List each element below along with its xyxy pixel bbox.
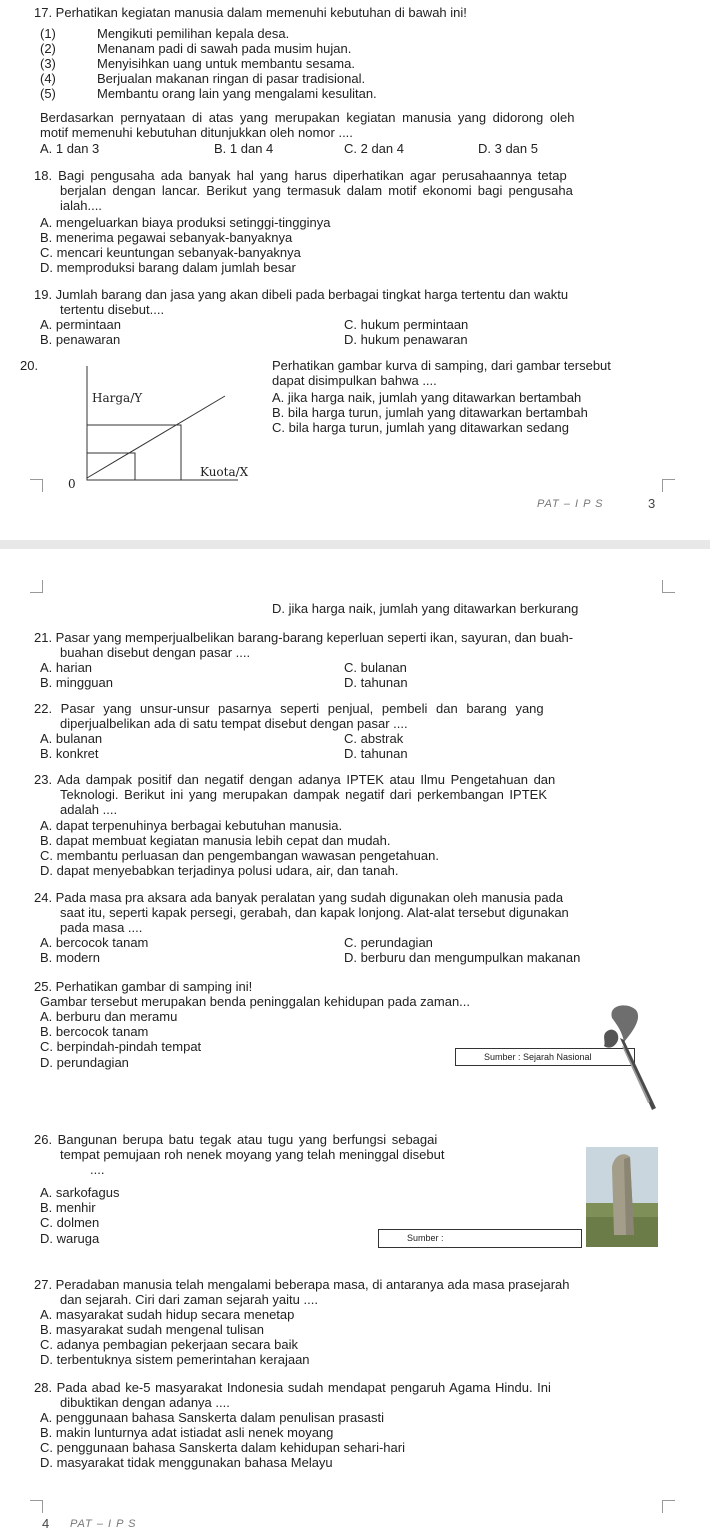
q20-option-a[interactable]: A. jika harga naik, jumlah yang ditawarkan bertambah bbox=[272, 390, 582, 405]
q27-option-a[interactable]: A. masyarakat sudah hidup secara menetap bbox=[40, 1307, 295, 1322]
q23-stem: adalah .... bbox=[60, 802, 118, 817]
supply-curve-graph bbox=[50, 352, 260, 492]
q24-option-d[interactable]: D. berburu dan mengumpulkan makanan bbox=[344, 950, 581, 965]
q20-option-d[interactable]: D. jika harga naik, jumlah yang ditawarkan berkurang bbox=[272, 601, 579, 616]
q27-stem: 27. Peradaban manusia telah mengalami beberapa masa, di antaranya ada masa prasejarah bbox=[34, 1277, 570, 1292]
q23-option-d[interactable]: D. dapat menyebabkan terjadinya polusi udara, air, dan tanah. bbox=[40, 863, 399, 878]
q17-item: Menyisihkan uang untuk membantu sesama. bbox=[97, 56, 355, 71]
footer-label: PAT – I P S bbox=[70, 1518, 137, 1530]
q25-stem: Gambar tersebut merupakan benda peninggalan kehidupan pada zaman... bbox=[40, 994, 471, 1009]
footer-label: PAT – I P S bbox=[537, 498, 604, 510]
q19-option-c[interactable]: C. hukum permintaan bbox=[344, 317, 469, 332]
q17-item-num: (3) bbox=[40, 56, 56, 71]
q17-item: Mengikuti pemilihan kepala desa. bbox=[97, 26, 290, 41]
page-corner-mark bbox=[30, 580, 43, 593]
q23-stem: 23. Ada dampak positif dan negatif dengan adanya IPTEK atau Ilmu Pengetahuan dan bbox=[34, 772, 556, 787]
q20-stem: dapat disimpulkan bahwa .... bbox=[272, 373, 437, 388]
q19-stem: 19. Jumlah barang dan jasa yang akan dibeli pada berbagai tingkat harga tertentu dan waktu bbox=[34, 287, 569, 302]
q24-stem: 24. Pada masa pra aksara ada banyak peralatan yang sudah digunakan oleh manusia pada bbox=[34, 890, 564, 905]
page-separator bbox=[0, 540, 710, 549]
q27-option-d[interactable]: D. terbentuknya sistem pemerintahan kerajaan bbox=[40, 1352, 310, 1367]
q18-option-b[interactable]: B. menerima pegawai sebanyak-banyaknya bbox=[40, 230, 293, 245]
q28-option-d[interactable]: D. masyarakat tidak menggunakan bahasa Melayu bbox=[40, 1455, 333, 1470]
q17-option-b[interactable]: B. 1 dan 4 bbox=[214, 141, 274, 156]
q17-item-num: (1) bbox=[40, 26, 56, 41]
q22-option-a[interactable]: A. bulanan bbox=[40, 731, 103, 746]
graph-y-label: Harga/Y bbox=[92, 391, 143, 405]
q28-option-a[interactable]: A. penggunaan bahasa Sanskerta dalam penulisan prasasti bbox=[40, 1410, 385, 1425]
q17-stem: 17. Perhatikan kegiatan manusia dalam memenuhi kebutuhan di bawah ini! bbox=[34, 5, 467, 20]
q18-option-a[interactable]: A. mengeluarkan biaya produksi setinggi-tingginya bbox=[40, 215, 331, 230]
page-number: 4 bbox=[42, 1516, 50, 1531]
q24-stem: saat itu, seperti kapak persegi, gerabah, dan kapak lonjong. Alat-alat tersebut digunakan bbox=[60, 905, 569, 920]
q21-option-b[interactable]: B. mingguan bbox=[40, 675, 113, 690]
q24-stem: pada masa .... bbox=[60, 920, 143, 935]
image-source-caption: Sumber : bbox=[378, 1229, 582, 1248]
q18-stem: ialah.... bbox=[60, 198, 102, 213]
q17-option-a[interactable]: A. 1 dan 3 bbox=[40, 141, 100, 156]
q22-option-d[interactable]: D. tahunan bbox=[344, 746, 408, 761]
q21-option-a[interactable]: A. harian bbox=[40, 660, 93, 675]
q19-option-a[interactable]: A. permintaan bbox=[40, 317, 121, 332]
q19-option-d[interactable]: D. hukum penawaran bbox=[344, 332, 468, 347]
q17-option-d[interactable]: D. 3 dan 5 bbox=[478, 141, 538, 156]
q22-stem: 22. Pasar yang unsur-unsur pasarnya seperti penjual, pembeli dan barang yang bbox=[34, 701, 544, 716]
q23-option-a[interactable]: A. dapat terpenuhinya berbagai kebutuhan manusia. bbox=[40, 818, 343, 833]
graph-origin: 0 bbox=[68, 477, 76, 491]
q25-option-a[interactable]: A. berburu dan meramu bbox=[40, 1009, 178, 1024]
page-corner-mark bbox=[30, 1500, 43, 1513]
q19-stem: tertentu disebut.... bbox=[60, 302, 165, 317]
graph-x-label: Kuota/X bbox=[200, 465, 249, 479]
page-corner-mark bbox=[662, 1500, 675, 1513]
q21-stem: 21. Pasar yang memperjualbelikan barang-barang keperluan seperti ikan, sayuran, dan buah- bbox=[34, 630, 574, 645]
q26-stem: .... bbox=[90, 1162, 105, 1177]
q26-option-a[interactable]: A. sarkofagus bbox=[40, 1185, 120, 1200]
q22-option-c[interactable]: C. abstrak bbox=[344, 731, 404, 746]
q24-option-b[interactable]: B. modern bbox=[40, 950, 100, 965]
q17-item-num: (2) bbox=[40, 41, 56, 56]
q24-option-c[interactable]: C. perundagian bbox=[344, 935, 433, 950]
q21-stem: buahan disebut dengan pasar .... bbox=[60, 645, 251, 660]
q18-option-c[interactable]: C. mencari keuntungan sebanyak-banyaknya bbox=[40, 245, 301, 260]
q17-question: motif memenuhi kebutuhan ditunjukkan oleh nomor .... bbox=[40, 125, 353, 140]
page-corner-mark bbox=[662, 580, 675, 593]
q17-item: Membantu orang lain yang mengalami kesulitan. bbox=[97, 86, 377, 101]
q21-option-d[interactable]: D. tahunan bbox=[344, 675, 408, 690]
q18-option-d[interactable]: D. memproduksi barang dalam jumlah besar bbox=[40, 260, 296, 275]
menhir-image bbox=[586, 1147, 658, 1247]
page-corner-mark bbox=[30, 479, 43, 492]
page-corner-mark bbox=[662, 479, 675, 492]
q20-stem: Perhatikan gambar kurva di samping, dari gambar tersebut bbox=[272, 358, 611, 373]
q24-option-a[interactable]: A. bercocok tanam bbox=[40, 935, 149, 950]
q25-option-b[interactable]: B. bercocok tanam bbox=[40, 1024, 149, 1039]
q20-option-b[interactable]: B. bila harga turun, jumlah yang ditawarkan bertambah bbox=[272, 405, 588, 420]
q26-option-b[interactable]: B. menhir bbox=[40, 1200, 96, 1215]
q28-option-b[interactable]: B. makin lunturnya adat istiadat asli nenek moyang bbox=[40, 1425, 334, 1440]
q26-option-c[interactable]: C. dolmen bbox=[40, 1215, 100, 1230]
q23-stem: Teknologi. Berikut ini yang merupakan dampak negatif dari perkembangan IPTEK bbox=[60, 787, 547, 802]
q20-option-c[interactable]: C. bila harga turun, jumlah yang ditawarkan sedang bbox=[272, 420, 570, 435]
q27-option-c[interactable]: C. adanya pembagian pekerjaan secara baik bbox=[40, 1337, 299, 1352]
q22-option-b[interactable]: B. konkret bbox=[40, 746, 99, 761]
q25-option-d[interactable]: D. perundagian bbox=[40, 1055, 129, 1070]
q27-stem: dan sejarah. Ciri dari zaman sejarah yaitu .... bbox=[60, 1292, 318, 1307]
q26-stem: tempat pemujaan roh nenek moyang yang telah meninggal disebut bbox=[60, 1147, 445, 1162]
q26-stem: 26. Bangunan berupa batu tegak atau tugu yang berfungsi sebagai bbox=[34, 1132, 438, 1147]
image-source-caption: Sumber : Sejarah Nasional bbox=[455, 1048, 635, 1066]
q27-option-b[interactable]: B. masyarakat sudah mengenal tulisan bbox=[40, 1322, 265, 1337]
q18-stem: berjalan dengan lancar. Berikut yang termasuk dalam motif ekonomi bagi pengusaha bbox=[60, 183, 573, 198]
q28-stem: 28. Pada abad ke-5 masyarakat Indonesia sudah mendapat pengaruh Agama Hindu. Ini bbox=[34, 1380, 551, 1395]
q17-option-c[interactable]: C. 2 dan 4 bbox=[344, 141, 404, 156]
q20-number: 20. bbox=[20, 358, 39, 373]
q17-question: Berdasarkan pernyataan di atas yang merupakan kegiatan manusia yang didorong oleh bbox=[40, 110, 575, 125]
q17-item-num: (4) bbox=[40, 71, 56, 86]
q26-option-d[interactable]: D. waruga bbox=[40, 1231, 100, 1246]
q25-option-c[interactable]: C. berpindah-pindah tempat bbox=[40, 1039, 202, 1054]
q17-item-num: (5) bbox=[40, 86, 56, 101]
q21-option-c[interactable]: C. bulanan bbox=[344, 660, 407, 675]
q25-stem: 25. Perhatikan gambar di samping ini! bbox=[34, 979, 253, 994]
q28-stem: dibuktikan dengan adanya .... bbox=[60, 1395, 230, 1410]
q19-option-b[interactable]: B. penawaran bbox=[40, 332, 121, 347]
q28-option-c[interactable]: C. penggunaan bahasa Sanskerta dalam kehidupan sehari-hari bbox=[40, 1440, 405, 1455]
q22-stem: diperjualbelikan ada di satu tempat disebut dengan pasar .... bbox=[60, 716, 408, 731]
q23-option-c[interactable]: C. membantu perluasan dan pengembangan wawasan pengetahuan. bbox=[40, 848, 439, 863]
q18-stem: 18. Bagi pengusaha ada banyak hal yang harus diperhatikan agar perusahaannya tetap bbox=[34, 168, 567, 183]
q17-item: Berjualan makanan ringan di pasar tradisional. bbox=[97, 71, 366, 86]
q17-item: Menanam padi di sawah pada musim hujan. bbox=[97, 41, 352, 56]
bronze-axe-image bbox=[594, 1002, 660, 1114]
page-number: 3 bbox=[648, 496, 656, 511]
q23-option-b[interactable]: B. dapat membuat kegiatan manusia lebih cepat dan mudah. bbox=[40, 833, 391, 848]
